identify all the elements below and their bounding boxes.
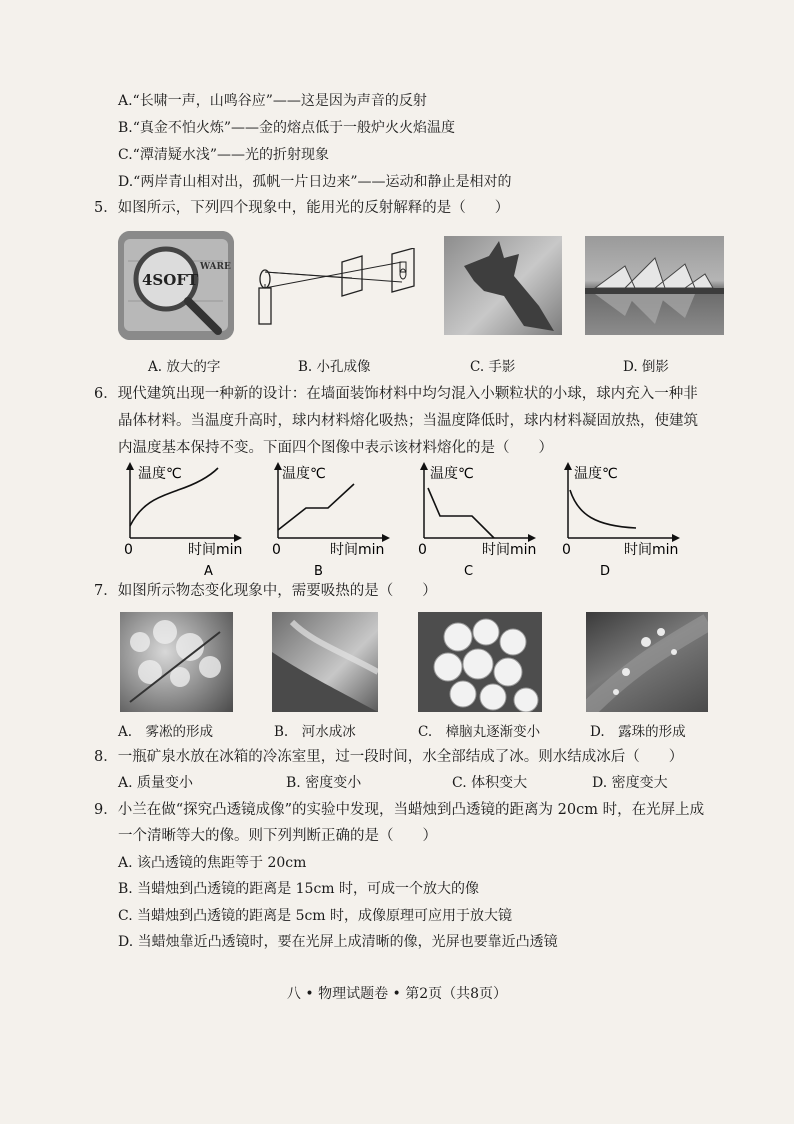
q5-image-hand-shadow: [444, 236, 562, 335]
q7-stem: 7．如图所示物态变化现象中，需要吸热的是（ ）: [94, 583, 437, 599]
q6-graph-a-letter: A: [204, 564, 213, 578]
q4-option-c: C.“潭清疑水浅”——光的折射现象: [118, 147, 329, 163]
q5-caption-d: D. 倒影: [623, 359, 669, 375]
q4-option-d: D.“两岸青山相对出，孤帆一片日边来”——运动和静止是相对的: [118, 174, 512, 190]
q7-caption-b: B. 河水成冰: [274, 724, 356, 740]
q6-graph-c-origin: 0: [418, 542, 427, 558]
q6-graph-a-origin: 0: [124, 542, 133, 558]
rime-photo: [120, 612, 233, 712]
q5-caption-a: A. 放大的字: [148, 359, 221, 375]
q6-graph-a: [118, 460, 258, 578]
q6-graph-b-origin: 0: [272, 542, 281, 558]
q9-option-d: D. 当蜡烛靠近凸透镜时，要在光屏上成清晰的像，光屏也要靠近凸透镜: [118, 934, 558, 950]
dew-drops-photo: [586, 612, 708, 712]
q5-caption-b: B. 小孔成像: [298, 359, 371, 375]
q8-stem: 8．一瓶矿泉水放在冰箱的冷冻室里，过一段时间，水全部结成了冰。则水结成冰后（ ）: [94, 749, 684, 765]
q9-stem-line2: 一个清晰等大的像。则下列判断正确的是（ ）: [118, 828, 437, 844]
q4-option-a: A.“长啸一声，山鸣谷应”——这是因为声音的反射: [118, 93, 427, 109]
q9-option-a: A. 该凸透镜的焦距等于 20cm: [118, 855, 307, 871]
q9-option-c: C. 当蜡烛到凸透镜的距离是 5cm 时，成像原理可应用于放大镜: [118, 908, 513, 924]
page-footer: 八 • 物理试题卷 • 第2页（共8页）: [286, 986, 508, 1002]
pinhole-camera-diagram: [252, 248, 427, 328]
q6-graph-b-xlabel: 时间min: [330, 542, 385, 558]
q8-option-d: D. 密度变大: [592, 775, 668, 791]
q7-image-mothballs: [418, 612, 542, 712]
q8-option-c: C. 体积变大: [452, 775, 528, 791]
q6-graph-d-xlabel: 时间min: [624, 542, 679, 558]
magnifier-illustration: [118, 231, 234, 340]
q6-stem-line2: 晶体材料。当温度升高时，球内材料熔化吸热；当温度降低时，球内材料凝固放热，使建筑: [118, 413, 698, 429]
mothballs-photo: [418, 612, 542, 712]
q5-caption-c: C. 手影: [470, 359, 516, 375]
q6-graph-c-ylabel: 温度℃: [430, 466, 474, 482]
q7-caption-c: C. 樟脑丸逐渐变小: [418, 724, 541, 740]
q6-graph-d-letter: D: [600, 564, 611, 578]
q5-image-magnifier: [118, 231, 234, 340]
q6-graph-c-letter: C: [464, 564, 474, 578]
q7-caption-a: A. 雾凇的形成: [118, 724, 214, 740]
q6-graph-c-xlabel: 时间min: [482, 542, 537, 558]
opera-house-reflection-photo: [585, 236, 724, 335]
magnifier-word-small: WARE: [200, 262, 231, 272]
q8-option-b: B. 密度变小: [286, 775, 362, 791]
q7-image-river-ice: [272, 612, 378, 712]
q6-graph-b-ylabel: 温度℃: [282, 466, 326, 482]
q6-graph-b: [266, 460, 406, 578]
q9-option-b: B. 当蜡烛到凸透镜的距离是 15cm 时，可成一个放大的像: [118, 881, 480, 897]
q6-graph-a-ylabel: 温度℃: [138, 466, 182, 482]
q6-graph-c: [412, 460, 552, 578]
hand-shadow-photo: [444, 236, 562, 335]
q6-graph-d-ylabel: 温度℃: [574, 466, 618, 482]
q6-graph-d: [556, 460, 696, 578]
q6-stem-line1: 6．现代建筑出现一种新的设计：在墙面装饰材料中均匀混入小颗粒状的小球，球内充入一种非: [94, 386, 698, 402]
q6-graph-d-origin: 0: [562, 542, 571, 558]
q5-image-pinhole: [252, 248, 427, 328]
magnifier-word: 4SOFT: [142, 271, 199, 289]
q5-image-reflection: [585, 236, 724, 335]
q8-option-a: A. 质量变小: [118, 775, 194, 791]
q7-caption-d: D. 露珠的形成: [590, 724, 686, 740]
q6-stem-line3: 内温度基本保持不变。下面四个图像中表示该材料熔化的是（ ）: [118, 440, 553, 456]
q6-graph-a-xlabel: 时间min: [188, 542, 243, 558]
q6-graph-b-letter: B: [314, 564, 323, 578]
q7-image-dew: [586, 612, 708, 712]
q9-stem-line1: 9．小兰在做“探究凸透镜成像”的实验中发现，当蜡烛到凸透镜的距离为 20cm 时，在光屏上成: [94, 802, 705, 818]
q4-option-b: B.“真金不怕火炼”——金的熔点低于一般炉火火焰温度: [118, 120, 456, 136]
river-ice-photo: [272, 612, 378, 712]
q5-stem: 5．如图所示，下列四个现象中，能用光的反射解释的是（ ）: [94, 200, 510, 216]
q7-image-rime: [120, 612, 233, 712]
